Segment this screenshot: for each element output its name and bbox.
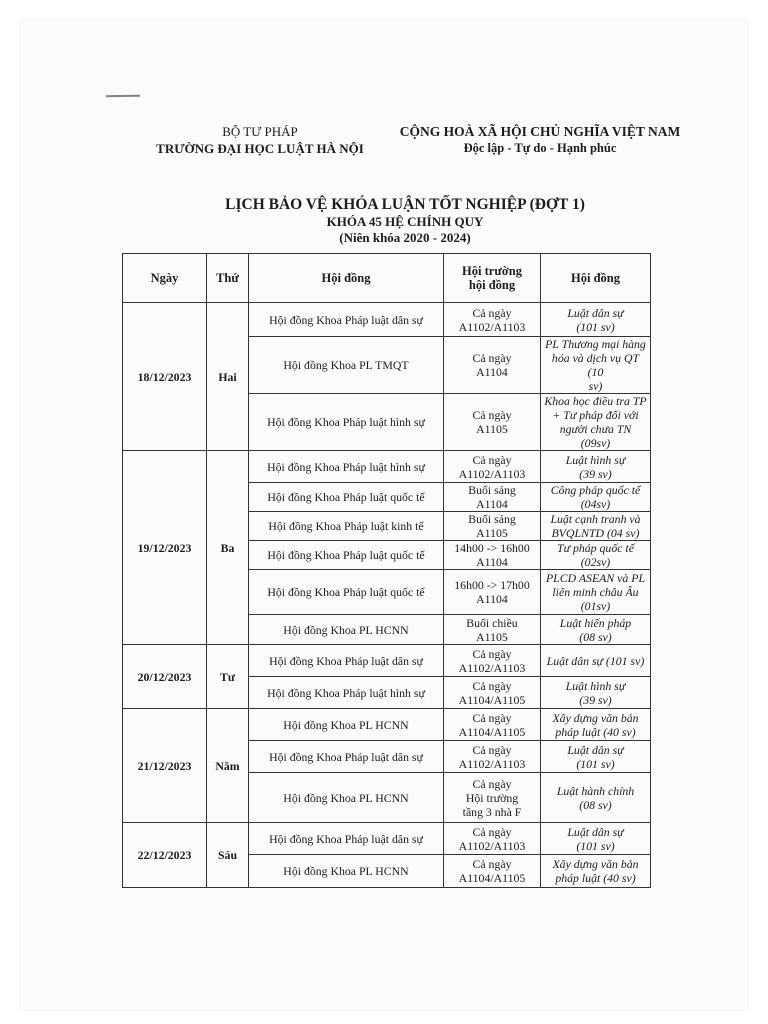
council-cell: Hội đồng Khoa Pháp luật hình sự <box>249 394 444 451</box>
hall-line: A1104/A1105 <box>458 871 526 885</box>
topic-line: (02sv) <box>580 555 611 569</box>
col-header-hall-line: Hội trường <box>462 264 522 278</box>
topic-line: Luật hành chính <box>556 783 635 798</box>
topic-line: Luật cạnh tranh và <box>550 512 641 526</box>
topic-cell <box>541 541 651 570</box>
council-cell: Hội đồng Khoa Pháp luật quốc tế <box>249 570 444 615</box>
hall-line: Cả ngày <box>472 824 512 839</box>
country-name: CỘNG HOÀ XÃ HỘI CHỦ NGHĨA VIỆT NAM <box>399 124 681 139</box>
document-title <box>150 195 660 246</box>
topic-line: Xây dựng văn bản <box>552 710 639 725</box>
topic-line: (08 sv) <box>579 797 612 812</box>
hall-cell <box>444 855 541 888</box>
schedule-table <box>122 253 651 888</box>
date-cell: 21/12/2023 <box>123 709 207 823</box>
topic-cell <box>541 677 651 709</box>
title-line-3: (Niên khóa 2020 - 2024) <box>339 230 471 245</box>
topic-cell <box>541 615 651 645</box>
topic-cell <box>541 337 651 394</box>
col-header-hall-line: hội đồng <box>468 278 516 292</box>
council-cell: Hội đồng Khoa Pháp luật dân sự <box>249 823 444 855</box>
table-row <box>123 645 651 677</box>
council-cell: Hội đồng Khoa PL HCNN <box>249 773 444 823</box>
topic-cell <box>541 645 651 677</box>
weekday-cell: Hai <box>207 303 249 451</box>
council-cell: Hội đồng Khoa Pháp luật quốc tế <box>249 541 444 570</box>
hall-line: Cả ngày <box>472 710 512 725</box>
hall-line: A1102/A1103 <box>458 660 526 675</box>
topic-cell <box>541 709 651 741</box>
hall-cell <box>444 677 541 709</box>
table-row <box>123 303 651 337</box>
hall-line: Buổi chiều <box>466 615 518 630</box>
topic-cell <box>541 855 651 888</box>
topic-line: PLCD ASEAN và PL <box>545 571 646 585</box>
topic-line: Luật hiến pháp <box>559 615 632 630</box>
topic-line: Tư pháp quốc tế <box>557 541 634 555</box>
hall-cell <box>444 337 541 394</box>
col-header-weekday: Thứ <box>207 254 249 303</box>
col-header-date: Ngày <box>123 254 207 303</box>
topic-line: người chưa TN (09sv) <box>559 422 632 450</box>
issuer-header <box>150 123 370 157</box>
topic-cell <box>541 512 651 541</box>
table-body <box>123 303 651 888</box>
hall-cell <box>444 541 541 570</box>
topic-line: Khoa học điều tra TP <box>544 394 647 408</box>
council-cell: Hội đồng Khoa Pháp luật dân sự <box>249 741 444 773</box>
topic-line: (39 sv) <box>579 466 612 481</box>
hall-line: Cả ngày <box>472 678 512 693</box>
council-cell: Hội đồng Khoa PL HCNN <box>249 855 444 888</box>
hall-line: 16h00 -> 17h00 <box>454 578 530 592</box>
hall-cell <box>444 570 541 615</box>
council-cell: Hội đồng Khoa Pháp luật dân sự <box>249 645 444 677</box>
hall-line: A1102/A1103 <box>458 756 526 771</box>
hall-line: Cả ngày <box>472 646 512 661</box>
topic-line: (04sv) <box>580 497 611 511</box>
hall-line: A1104 <box>476 555 508 569</box>
hall-line: A1105 <box>476 422 508 436</box>
topic-line: Luật hình sự <box>565 678 626 693</box>
topic-line: pháp luật (40 sv) <box>555 724 636 739</box>
topic-line: (08 sv) <box>579 629 612 644</box>
hall-line: A1105 <box>476 526 508 540</box>
hall-line: tầng 3 nhà F <box>462 804 522 819</box>
hall-line: Cả ngày <box>472 351 512 365</box>
topic-line: PL Thương mại hàng <box>545 337 646 351</box>
hall-line: Buổi sáng <box>468 512 516 526</box>
topic-line: Luật dân sự (101 sv) <box>546 653 645 668</box>
topic-line: Luật hình sự <box>565 452 626 467</box>
table-row <box>123 709 651 741</box>
topic-cell <box>541 741 651 773</box>
hall-cell <box>444 394 541 451</box>
ministry-name: BỘ TƯ PHÁP <box>222 124 298 139</box>
title-line-1: LỊCH BẢO VỆ KHÓA LUẬN TỐT NGHIỆP (ĐỢT 1) <box>225 196 585 213</box>
hall-cell <box>444 645 541 677</box>
topic-line: liên minh châu Âu <box>552 585 639 599</box>
hall-line: A1102/A1103 <box>458 838 526 853</box>
hall-cell <box>444 773 541 823</box>
hall-line: Cả ngày <box>472 408 512 422</box>
council-cell: Hội đồng Khoa PL HCNN <box>249 709 444 741</box>
topic-line: Luật dân sự <box>567 742 624 757</box>
hall-line: A1102/A1103 <box>458 319 526 334</box>
council-cell: Hội đồng Khoa Pháp luật kinh tế <box>249 512 444 541</box>
topic-line: (101 sv) <box>576 838 615 853</box>
hall-line: 14h00 -> 16h00 <box>454 541 530 555</box>
hall-cell <box>444 709 541 741</box>
weekday-cell: Năm <box>207 709 249 823</box>
topic-line: + Tư pháp đối với <box>552 408 639 422</box>
topic-line: hóa và dịch vụ QT (10 <box>551 351 640 379</box>
topic-line: (01sv) <box>580 599 611 613</box>
topic-line: BVQLNTD (04 sv) <box>551 526 640 540</box>
national-header <box>390 123 690 157</box>
hall-line: A1104/A1105 <box>458 724 526 739</box>
date-cell: 20/12/2023 <box>123 645 207 709</box>
topic-cell <box>541 570 651 615</box>
topic-cell <box>541 394 651 451</box>
national-motto: Độc lập - Tự do - Hạnh phúc <box>463 141 617 155</box>
hall-line: Hội trường <box>465 790 519 805</box>
hall-line: A1105 <box>476 629 508 644</box>
hall-cell <box>444 451 541 483</box>
topic-cell <box>541 451 651 483</box>
topic-line: Luật dân sự <box>567 824 624 839</box>
hall-line: Cả ngày <box>472 742 512 757</box>
hall-cell <box>444 741 541 773</box>
topic-cell <box>541 483 651 512</box>
hall-line: A1104 <box>476 592 508 606</box>
hall-line: A1104 <box>476 365 508 379</box>
hall-line: Cả ngày <box>472 857 512 871</box>
hall-line: A1104/A1105 <box>458 692 526 707</box>
topic-cell <box>541 303 651 337</box>
hall-cell <box>444 512 541 541</box>
council-cell: Hội đồng Khoa Pháp luật quốc tế <box>249 483 444 512</box>
date-cell: 19/12/2023 <box>123 451 207 645</box>
topic-line: (101 sv) <box>576 319 615 334</box>
date-cell: 18/12/2023 <box>123 303 207 451</box>
hall-cell <box>444 483 541 512</box>
col-header-council: Hội đồng <box>249 254 444 303</box>
topic-cell <box>541 823 651 855</box>
topic-line: Luật dân sự <box>567 305 624 320</box>
weekday-cell: Ba <box>207 451 249 645</box>
topic-line: (101 sv) <box>576 756 615 771</box>
topic-line: Xây dựng văn bản <box>552 857 639 871</box>
hall-cell <box>444 823 541 855</box>
table-row <box>123 451 651 483</box>
col-header-hall <box>444 254 541 303</box>
topic-line: Công pháp quốc tế <box>550 483 641 497</box>
hall-line: Cả ngày <box>472 776 512 791</box>
hall-line: Buổi sáng <box>468 483 516 497</box>
topic-line: sv) <box>588 379 603 393</box>
topic-line: (39 sv) <box>579 692 612 707</box>
pen-mark <box>106 95 140 98</box>
hall-line: A1104 <box>476 497 508 511</box>
hall-cell <box>444 615 541 645</box>
hall-line: A1102/A1103 <box>458 466 526 481</box>
title-line-2: KHÓA 45 HỆ CHÍNH QUY <box>326 214 484 229</box>
table-header-row <box>123 254 651 303</box>
hall-cell <box>444 303 541 337</box>
council-cell: Hội đồng Khoa PL TMQT <box>249 337 444 394</box>
university-name: TRƯỜNG ĐẠI HỌC LUẬT HÀ NỘI <box>156 141 364 156</box>
table-row <box>123 823 651 855</box>
topic-cell <box>541 773 651 823</box>
weekday-cell: Sáu <box>207 823 249 888</box>
hall-line: Cả ngày <box>472 452 512 467</box>
hall-line: Cả ngày <box>472 305 512 320</box>
date-cell: 22/12/2023 <box>123 823 207 888</box>
weekday-cell: Tư <box>207 645 249 709</box>
council-cell: Hội đồng Khoa Pháp luật hình sự <box>249 451 444 483</box>
council-cell: Hội đồng Khoa Pháp luật dân sự <box>249 303 444 337</box>
col-header-topic: Hội đồng <box>541 254 651 303</box>
council-cell: Hội đồng Khoa Pháp luật hình sự <box>249 677 444 709</box>
council-cell: Hội đồng Khoa PL HCNN <box>249 615 444 645</box>
topic-line: pháp luật (40 sv) <box>555 871 636 885</box>
